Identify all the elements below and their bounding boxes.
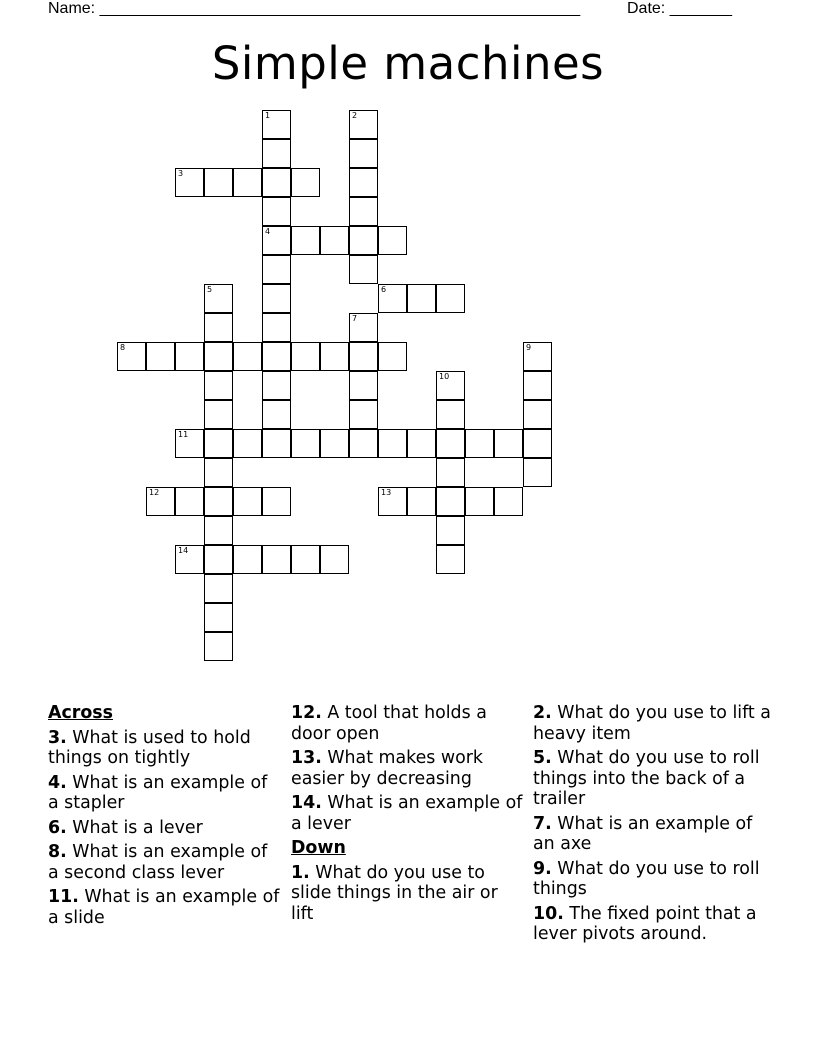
grid-cell[interactable] xyxy=(465,429,494,458)
grid-cell[interactable] xyxy=(436,458,465,487)
grid-cell[interactable] xyxy=(175,545,204,574)
grid-cell[interactable] xyxy=(117,342,146,371)
grid-cell[interactable] xyxy=(262,400,291,429)
grid-cell[interactable] xyxy=(204,603,233,632)
clue-number: 6 xyxy=(381,285,387,294)
grid-cell[interactable] xyxy=(523,429,552,458)
clue-number: 5 xyxy=(207,285,213,294)
grid-cell[interactable] xyxy=(204,284,233,313)
grid-cell[interactable] xyxy=(378,429,407,458)
grid-cell[interactable] xyxy=(204,545,233,574)
clue-number: 4 xyxy=(265,227,271,236)
grid-cell[interactable] xyxy=(291,342,320,371)
grid-cell[interactable] xyxy=(349,429,378,458)
clue-number: 14 xyxy=(178,546,189,555)
grid-cell[interactable] xyxy=(436,429,465,458)
clue-down-1: 1. What do you use to slide things in the air or lift xyxy=(291,862,498,924)
clue-across-12: 12. A tool that holds a door open xyxy=(291,703,487,744)
clue-number: 10 xyxy=(439,372,450,381)
clue-number: 3 xyxy=(178,169,184,178)
grid-cell[interactable] xyxy=(291,168,320,197)
across-heading: Across xyxy=(48,703,113,723)
grid-cell[interactable] xyxy=(349,168,378,197)
grid-cell[interactable] xyxy=(204,400,233,429)
grid-cell[interactable] xyxy=(262,197,291,226)
clues-column-1 xyxy=(48,703,280,932)
page-title: Simple machines xyxy=(211,37,605,90)
clue-across-14: 14. What is an example of a lever xyxy=(291,793,523,834)
clue-across-8: 8. What is an example of a second class lever xyxy=(48,842,268,883)
clue-down-7: 7. What is an example of an axe xyxy=(533,813,753,854)
grid-cell[interactable] xyxy=(291,226,320,255)
grid-cell[interactable] xyxy=(204,168,233,197)
clue-number: 1 xyxy=(265,111,271,120)
clue-across-13: 13. What makes work easier by decreasing xyxy=(291,748,483,789)
grid-cell[interactable] xyxy=(262,429,291,458)
grid-cell[interactable] xyxy=(349,226,378,255)
clue-down-10: 10. The fixed point that a lever pivots around. xyxy=(533,903,757,944)
grid-cell[interactable] xyxy=(349,400,378,429)
grid-cell[interactable] xyxy=(262,255,291,284)
grid-cell[interactable] xyxy=(204,429,233,458)
grid-cell[interactable] xyxy=(436,284,465,313)
grid-cell[interactable] xyxy=(436,371,465,400)
grid-cell[interactable] xyxy=(407,429,436,458)
grid-cell[interactable] xyxy=(262,342,291,371)
grid-cell[interactable] xyxy=(320,342,349,371)
grid-cell[interactable] xyxy=(378,487,407,516)
grid-cell[interactable] xyxy=(291,429,320,458)
clue-number: 13 xyxy=(381,488,392,497)
grid-cell[interactable] xyxy=(262,487,291,516)
grid-cell[interactable] xyxy=(494,429,523,458)
grid-cell[interactable] xyxy=(436,400,465,429)
grid-cell[interactable] xyxy=(262,168,291,197)
grid-cell[interactable] xyxy=(436,516,465,545)
grid-cell[interactable] xyxy=(349,371,378,400)
grid-cell[interactable] xyxy=(233,545,262,574)
grid-cell[interactable] xyxy=(175,168,204,197)
clue-across-6: 6. What is a lever xyxy=(48,817,203,838)
grid-cell[interactable] xyxy=(233,168,262,197)
grid-cell[interactable] xyxy=(262,545,291,574)
grid-cell[interactable] xyxy=(262,313,291,342)
grid-cell[interactable] xyxy=(436,487,465,516)
grid-cell[interactable] xyxy=(523,371,552,400)
grid-cell[interactable] xyxy=(262,110,291,139)
clue-across-3: 3. What is used to hold things on tightly xyxy=(48,727,251,768)
clue-number: 11 xyxy=(178,430,189,439)
grid-cell[interactable] xyxy=(436,545,465,574)
grid-cell[interactable] xyxy=(349,255,378,284)
clue-down-9: 9. What do you use to roll things xyxy=(533,858,760,899)
grid-cell[interactable] xyxy=(262,371,291,400)
grid-cell[interactable] xyxy=(146,487,175,516)
grid-cell[interactable] xyxy=(175,342,204,371)
grid-cell[interactable] xyxy=(349,313,378,342)
clues-column-3 xyxy=(533,703,773,949)
clue-down-5: 5. What do you use to roll things into the back of a trailer xyxy=(533,748,760,809)
grid-cell[interactable] xyxy=(320,226,349,255)
grid-cell[interactable] xyxy=(204,516,233,545)
grid-cell[interactable] xyxy=(494,487,523,516)
grid-cell[interactable] xyxy=(233,487,262,516)
grid-cell[interactable] xyxy=(175,429,204,458)
grid-cell[interactable] xyxy=(349,110,378,139)
date-field-label: Date: _______ xyxy=(627,0,732,17)
clue-number: 12 xyxy=(149,488,160,497)
grid-cell[interactable] xyxy=(233,342,262,371)
grid-cell[interactable] xyxy=(349,197,378,226)
grid-cell[interactable] xyxy=(320,545,349,574)
grid-cell[interactable] xyxy=(378,342,407,371)
grid-cell[interactable] xyxy=(407,487,436,516)
grid-cell[interactable] xyxy=(262,226,291,255)
clue-across-11: 11. What is an example of a slide xyxy=(48,887,280,928)
grid-cell[interactable] xyxy=(378,226,407,255)
grid-cell[interactable] xyxy=(262,284,291,313)
grid-cell[interactable] xyxy=(204,313,233,342)
grid-cell[interactable] xyxy=(407,284,436,313)
grid-cell[interactable] xyxy=(291,545,320,574)
clue-number: 8 xyxy=(120,343,126,352)
grid-cell[interactable] xyxy=(204,458,233,487)
grid-cell[interactable] xyxy=(204,371,233,400)
grid-cell[interactable] xyxy=(175,487,204,516)
name-field-label: Name: ______________________________________________________ xyxy=(48,0,581,17)
grid-cell[interactable] xyxy=(204,487,233,516)
clue-across-4: 4. What is an example of a stapler xyxy=(48,772,268,813)
clue-number: 9 xyxy=(526,343,532,352)
grid-cell[interactable] xyxy=(204,574,233,603)
grid-cell[interactable] xyxy=(349,342,378,371)
grid-cell[interactable] xyxy=(204,632,233,661)
grid-cell[interactable] xyxy=(523,342,552,371)
grid-cell[interactable] xyxy=(349,139,378,168)
grid-cell[interactable] xyxy=(262,139,291,168)
clue-number: 2 xyxy=(352,111,358,120)
grid-cell[interactable] xyxy=(523,400,552,429)
clues-column-2 xyxy=(291,703,523,928)
grid-cell[interactable] xyxy=(146,342,175,371)
clue-down-2: 2. What do you use to lift a heavy item xyxy=(533,703,771,744)
grid-cell[interactable] xyxy=(523,458,552,487)
grid-cell[interactable] xyxy=(378,284,407,313)
grid-cell[interactable] xyxy=(233,429,262,458)
grid-cell[interactable] xyxy=(465,487,494,516)
down-heading: Down xyxy=(291,838,346,858)
grid-cell[interactable] xyxy=(204,342,233,371)
clue-number: 7 xyxy=(352,314,358,323)
grid-cell[interactable] xyxy=(320,429,349,458)
